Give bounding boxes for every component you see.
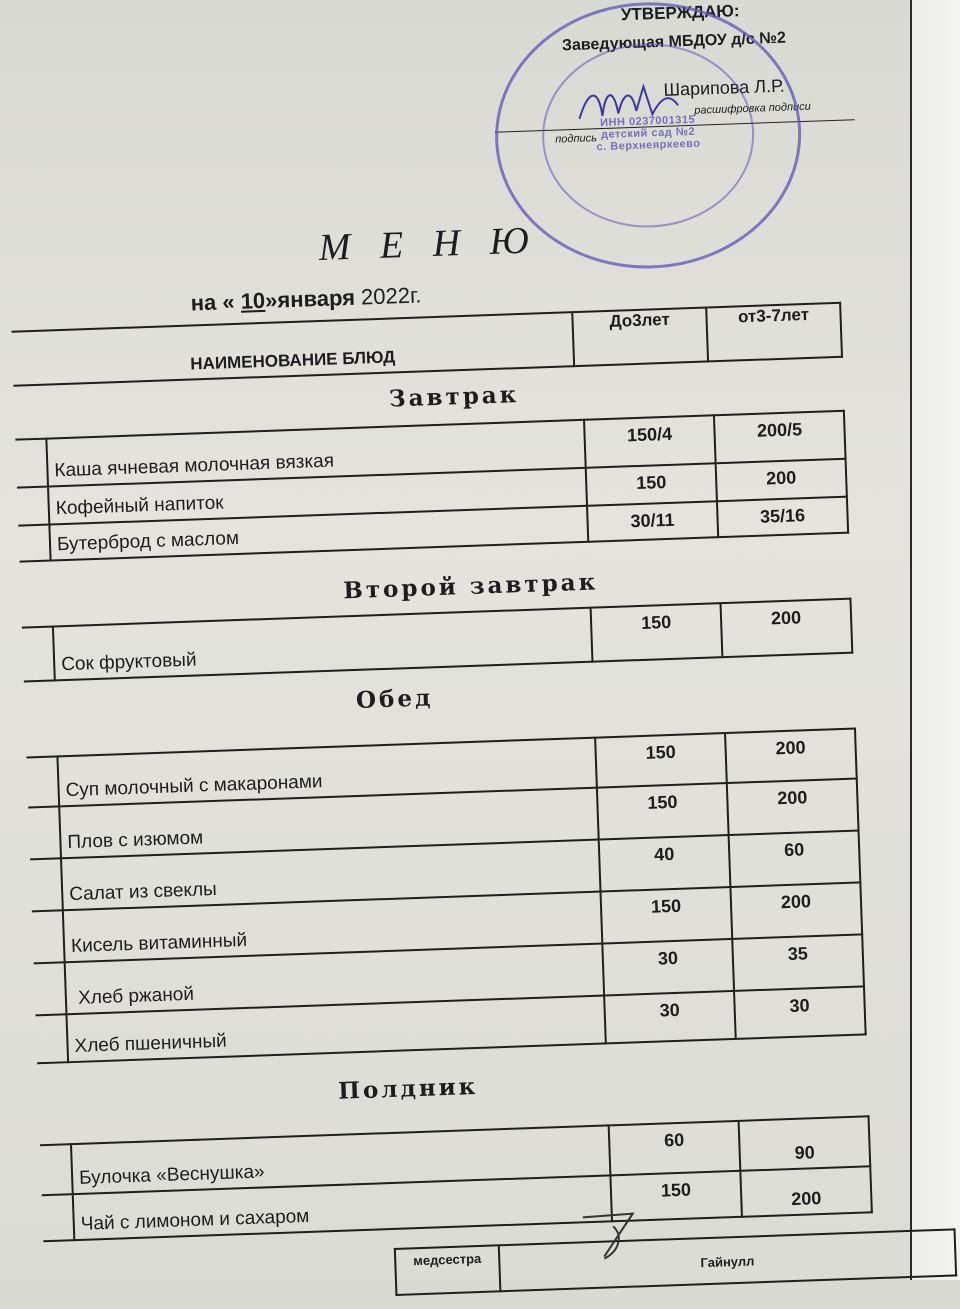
dish-name: Хлеб ржаной xyxy=(65,944,604,1015)
portion-3-7: 35 xyxy=(732,934,864,991)
dish-name: Плов с изюмом xyxy=(59,788,598,859)
header-col-3-7: от3-7лет xyxy=(706,303,842,362)
approval-name: Шарипова Л.Р. xyxy=(663,75,785,100)
dish-name: Сок фруктовый xyxy=(53,608,593,681)
portion-3-7: 200 xyxy=(725,729,857,784)
stamp-line-2: детский сад №2 xyxy=(600,125,696,142)
dish-name: Каша ячневая молочная вязкая xyxy=(46,420,585,487)
portion-3-7: 200/5 xyxy=(714,411,846,464)
approval-position: Заведующая МБДОУ д/с №2 xyxy=(561,29,787,55)
portion-under3: 30 xyxy=(602,939,734,996)
portion-under3: 150 xyxy=(591,603,723,662)
date-prefix: на « xyxy=(190,288,235,316)
section-title-second-breakfast: Второй завтрак xyxy=(342,568,599,605)
menu-title: М Е Н Ю xyxy=(318,219,540,269)
section-title-afternoon-snack: Полдник xyxy=(337,1072,479,1105)
portion-3-7: 90 xyxy=(739,1116,871,1171)
second-breakfast-table xyxy=(22,598,853,683)
dish-name: Бутерброд с маслом xyxy=(49,506,588,561)
date-month: »января xyxy=(264,284,356,313)
portion-under3: 40 xyxy=(599,835,731,892)
portion-3-7: 35/16 xyxy=(717,497,848,538)
table-row xyxy=(22,599,852,682)
signature-caption: подпись xyxy=(555,132,598,146)
footer-role: медсестра xyxy=(395,1245,501,1295)
date-year: 2022г. xyxy=(360,282,422,310)
stamp-line-3: с. Верхнеяркеево xyxy=(596,137,701,154)
portion-under3: 150 xyxy=(595,733,727,788)
portion-under3: 150 xyxy=(597,783,729,840)
transcript-caption: расшифровка подписи xyxy=(694,100,812,117)
dish-name: Чай с лимоном и сахаром xyxy=(73,1175,612,1240)
footer-signature-scribble xyxy=(573,1204,695,1268)
lunch-table xyxy=(26,728,866,1065)
portion-under3: 150 xyxy=(610,1171,742,1222)
dish-name: Булочка «Веснушка» xyxy=(71,1125,610,1194)
portion-under3: 150 xyxy=(586,463,717,506)
menu-header-table xyxy=(12,302,843,387)
date-day: 10 xyxy=(240,287,266,314)
breakfast-table xyxy=(15,410,849,563)
dish-name: Суп молочный с макаронами xyxy=(57,738,596,807)
portion-3-7: 30 xyxy=(734,986,866,1039)
footer-name: Гайнулл xyxy=(499,1229,956,1291)
portion-under3: 150/4 xyxy=(584,415,716,468)
stamp-line-1: ИНН 0237001315 xyxy=(599,113,696,130)
approval-heading: УТВЕРЖДАЮ: xyxy=(620,1,740,25)
dish-name: Кофейный напиток xyxy=(48,468,587,525)
dish-name: Кисель витаминный xyxy=(63,892,602,963)
afternoon-snack-table xyxy=(40,1115,873,1242)
portion-3-7: 200 xyxy=(730,882,862,939)
dish-name: Хлеб пшеничный xyxy=(66,995,605,1062)
portion-3-7: 200 xyxy=(740,1166,872,1217)
portion-under3: 30/11 xyxy=(587,501,718,542)
menu-date xyxy=(190,282,422,316)
section-title-breakfast: Завтрак xyxy=(388,381,520,413)
section-title-lunch: Обед xyxy=(355,684,434,714)
header-dish-name: НАИМЕНОВАНИЕ БЛЮД xyxy=(12,312,575,386)
header-col-under3: До3лет xyxy=(572,307,708,366)
portion-3-7: 200 xyxy=(721,599,853,658)
portion-3-7: 60 xyxy=(729,830,861,887)
portion-under3: 30 xyxy=(604,991,736,1044)
dish-name: Салат из свеклы xyxy=(61,840,600,911)
portion-3-7: 200 xyxy=(727,779,859,836)
portion-under3: 150 xyxy=(600,887,732,944)
portion-3-7: 200 xyxy=(716,459,847,502)
portion-under3: 60 xyxy=(609,1121,741,1176)
